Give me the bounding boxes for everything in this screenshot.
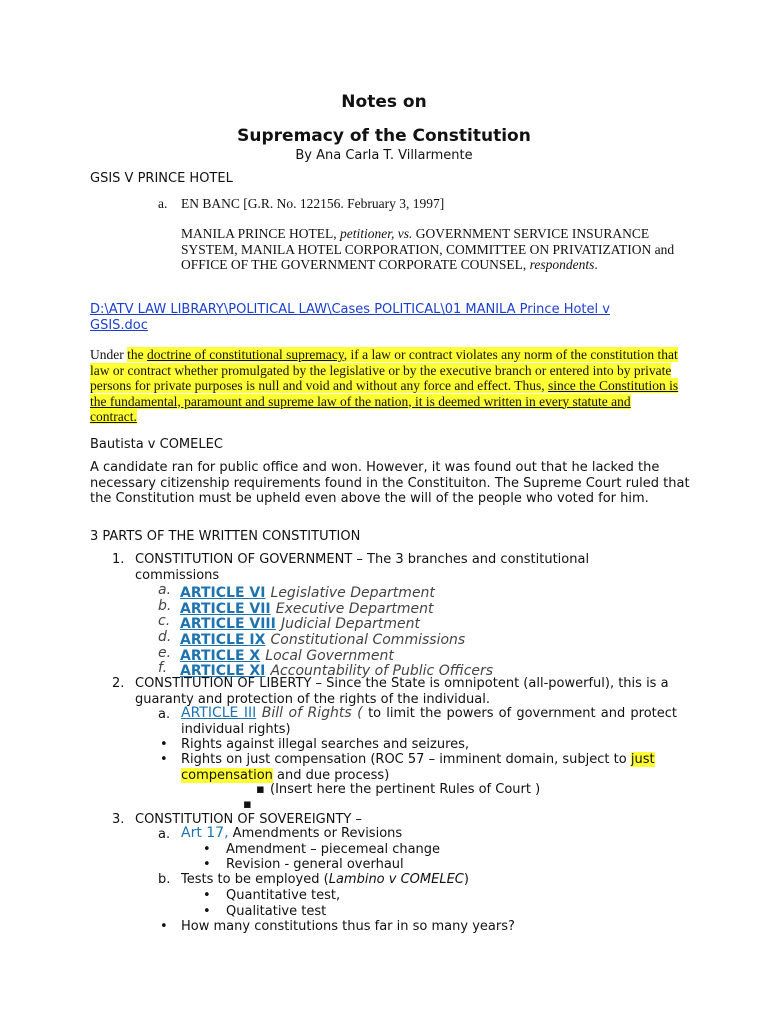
- part2-a-marker: a.: [158, 707, 171, 722]
- bullet-icon: •: [203, 842, 211, 857]
- constitutions-question: How many constitutions thus far in so many years?: [181, 919, 515, 934]
- article-link[interactable]: ARTICLE VII: [180, 600, 271, 617]
- respondents-role: respondents: [529, 257, 595, 272]
- document-page: Notes on Supremacy of the Constitution By Ana Carla T. Villarmente GSIS V PRINCE HOTEL a. EN BANC [G.R. No. 122156. February 3, 1997] MANILA PRINCE HOTEL, petitioner, vs. GOVERNMENT SERVICE INSURANCE SYSTEM, MANILA HOTEL CORPORATION, COMMITTEE ON PRIVATIZATION and OFFICE OF THE GOVERNMENT CORPORATE COUNSEL, respondents. D:\ATV LAW LIBRARY\POLITICAL LAW\Cases POLITICAL\01 MANILA Prince Hotel v GSIS.doc Under the doctrine of constitutional supremacy, if a law or contract violates any norm of the constitution that law or contract whether promulgated by the legislative or by the executive branch or entered into by private persons for private purposes is null and void and without any force and effect. Thus, since the Constitution is the fundamental, paramount and supreme law of the nation, it is deemed written in every statute and contract. Bautista v COMELEC A candidate ran for public office and won. However, it was found out that he lacked the necessary citizenship requirements found in the Constituiton. The Supreme Court ruled that the Constitution must be upheld even above the will of the people who voted for him. 3 PARTS OF THE WRITTEN CONSTITUTION 1. CONSTITUTION OF GOVERNMENT – The 3 branches and constitutional commissions a. ARTICLE VI Legislative Department b. ARTICLE VII Executive Department c. ARTICLE VIII Judicial Department d. ARTICLE IX Constitutional Commissions e. ARTICLE X Local Government f. ARTICLE XI Accountability of Public Officers 2. CONSTITUTION OF LIBERTY – Since the State is omnipotent (all-powerful), this is a guaranty and protection of the rights of the individual. a. ARTICLE III Bill of Rights ( to limit the powers of government and protect individual rights) • Rights against illegal searches and seizures, • Rights on just compensation (ROC 57 – imminent domain, subject to just compensation and due process) ▪ (Insert here the pertinent Rules of Court ) ▪ 3. CONSTITUTION OF SOVEREIGNTY – a. Art 17, Amendments or Revisions • Amendment – piecemeal change • Revision - general overhaul b. Tests to be employed (Lambino v COMELEC) • Quantitative test, • Qualitative test • How many constitutions thus far in so many years?: [0, 0, 768, 1024]
- party-petitioner: MANILA PRINCE HOTEL,: [181, 226, 340, 241]
- case-file-link-line2[interactable]: GSIS.doc: [90, 317, 148, 333]
- parts-heading: 3 PARTS OF THE WRITTEN CONSTITUTION: [90, 529, 361, 544]
- bullet-icon: •: [160, 919, 168, 934]
- part3-a-text: Art 17, Amendments or Revisions: [181, 825, 403, 841]
- rights-searches: Rights against illegal searches and seizures,: [181, 737, 470, 752]
- article-link[interactable]: ARTICLE VIII: [180, 616, 276, 633]
- article-link[interactable]: ARTICLE VI: [180, 585, 266, 601]
- lambino-case: Lambino v COMELEC: [328, 872, 464, 887]
- art17-label: Art 17,: [181, 825, 229, 841]
- petitioner-role: petitioner, vs.: [340, 226, 413, 241]
- revision-item: Revision - general overhaul: [226, 857, 404, 872]
- article-iii-link[interactable]: ARTICLE III: [181, 705, 257, 721]
- bautista-paragraph: A candidate ran for public office and won. However, it was found out that he lacked the necessary citizenship requirements found in the Constituiton. The Supreme Court ruled that the Constitution must be upheld even above the will of the people who voted for him.: [90, 460, 690, 506]
- part1-marker: 1.: [112, 552, 125, 567]
- rights-compensation: Rights on just compensation (ROC 57 – imminent domain, subject to just compensation and due process): [181, 752, 655, 783]
- article-link[interactable]: ARTICLE IX: [180, 632, 266, 649]
- doctrine-highlight: doctrine of constitutional supremacy: [147, 347, 344, 362]
- bullet-icon: •: [203, 857, 211, 872]
- part2-a-text: ARTICLE III Bill of Rights ( to limit the powers of government and protect individual rights): [181, 705, 677, 737]
- square-bullet-icon: ▪: [243, 797, 252, 812]
- amendment-item: Amendment – piecemeal change: [226, 842, 441, 857]
- article-link[interactable]: ARTICLE X: [180, 647, 261, 664]
- part1-text: CONSTITUTION OF GOVERNMENT – The 3 branches and constitutional commissions: [135, 552, 590, 583]
- quantitative-test: Quantitative test,: [226, 888, 341, 903]
- case-parties: MANILA PRINCE HOTEL, petitioner, vs. GOVERNMENT SERVICE INSURANCE SYSTEM, MANILA HOTEL CORPORATION, COMMITTEE ON PRIVATIZATION and OFFICE OF THE GOVERNMENT CORPORATE COUNSEL, respondents.: [181, 226, 675, 272]
- case-item-marker: a.: [158, 196, 168, 211]
- article-link[interactable]: ARTICLE XI: [180, 663, 266, 680]
- author-byline: By Ana Carla T. Villarmente: [295, 148, 473, 163]
- party-respondents: GOVERNMENT SERVICE INSURANCE SYSTEM, MANILA HOTEL CORPORATION, COMMITTEE ON PRIVATIZATION and OFFICE OF THE GOVERNMENT CORPORATE COUNSEL,: [181, 226, 675, 272]
- insert-rules-note: (Insert here the pertinent Rules of Court ): [270, 782, 541, 797]
- bullet-icon: •: [203, 888, 211, 903]
- part2-text: CONSTITUTION OF LIBERTY – Since the State is omnipotent (all-powerful), this is a guaranty and protection of the rights of the individual.: [135, 676, 669, 707]
- square-bullet-icon: ▪: [256, 782, 265, 797]
- document-title-line2: Supremacy of the Constitution: [237, 126, 531, 146]
- part3-a-marker: a.: [158, 827, 171, 842]
- case-file-link-line1[interactable]: D:\ATV LAW LIBRARY\POLITICAL LAW\Cases POLITICAL\01 MANILA Prince Hotel v: [90, 302, 610, 317]
- part2-marker: 2.: [112, 676, 125, 691]
- case-heading-gsis: GSIS V PRINCE HOTEL: [90, 171, 233, 186]
- case-citation: EN BANC [G.R. No. 122156. February 3, 1997]: [181, 196, 445, 211]
- qualitative-test: Qualitative test: [226, 904, 327, 919]
- document-title-line1: Notes on: [341, 92, 427, 112]
- bullet-icon: •: [203, 904, 211, 919]
- supreme-law-highlight: since the Constitution is the fundamental, paramount and supreme law of the nation, it is deemed written in every statute and contract.: [90, 378, 679, 424]
- bullet-icon: •: [160, 737, 168, 752]
- just-compensation-highlight: just compensation: [181, 752, 655, 783]
- case-heading-bautista: Bautista v COMELEC: [90, 437, 223, 452]
- supremacy-paragraph: Under the doctrine of constitutional supremacy, if a law or contract violates any norm of the constitution that law or contract whether promulgated by the legislative or by the executive branch or entered into by private persons for private purposes is null and void and without any force and effect. Thus, since the Constitution is the fundamental, paramount and supreme law of the nation, it is deemed written in every statute and contract.: [90, 347, 679, 424]
- part3-b-marker: b.: [158, 872, 171, 887]
- case-file-link[interactable]: [90, 302, 610, 333]
- part3-text: CONSTITUTION OF SOVEREIGNTY –: [135, 812, 362, 827]
- part3-marker: 3.: [112, 812, 125, 827]
- tests-text: Tests to be employed (Lambino v COMELEC): [181, 872, 469, 887]
- bullet-icon: •: [160, 752, 168, 767]
